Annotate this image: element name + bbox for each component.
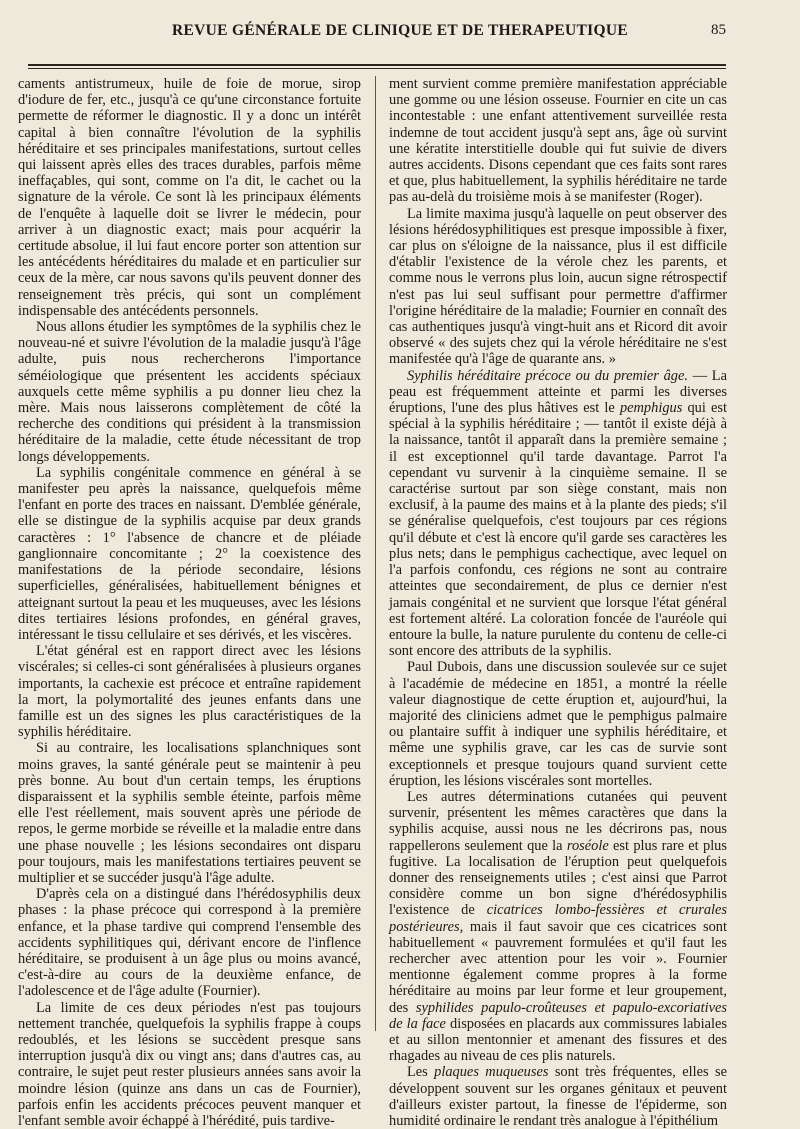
italic-term: syphilides papulo-croûteuses et papulo-excoriatives de la face [389, 999, 727, 1032]
page-header [0, 18, 800, 48]
text-run: La peau est fréquemment atteinte et parmi les diverses éruptions, l'une des plus hâtives est le [389, 367, 727, 417]
paragraph: Si au contraire, les localisations splanchniques sont moins graves, la santé générale peut se maintenir à peu près bonne. Au bout d'un certain temps, les éruptions disparaissent et la syphilis semble éteinte, parfois même elle l'est réellement, mais souvent après une période de repos, le germe morbide se réveille et la maladie entre dans une phase nouvelle ; les lésions secondaires ont disparu pour toujours, mais les manifestations tertiaires peuvent se multiplier et se succéder jusqu'à l'âge adulte. [18, 740, 361, 886]
text-run: Les autres déterminations cutanées qui peuvent survenir, présentent les mêmes caractères que dans la syphilis acquise, aussi nous ne les décrirons pas, nous rappellerons seulement que la [389, 788, 727, 854]
italic-term: plaques muqueuses [434, 1064, 549, 1081]
header-rule [28, 64, 726, 66]
paragraph [389, 1064, 727, 1129]
paragraph: caments antistrumeux, huile de foie de morue, sirop d'iodure de fer, etc., jusqu'à ce qu'une circonstance fortuite permette de réformer le diagnostic. Il y a donc un intérêt capital à bien connaître l'évolution de la syphilis héréditaire et ses principales manifestations, surtout celles qui laissent après elles des traces durables, parfois même ineffaçables, qui sont, comme on l'a dit, le cachet ou la signature de la vérole. Ce sont là les principaux éléments de l'enquête à laquelle doit se livrer le médecin, pour arriver à un diagnostic exact; mais pour acquérir la certitude absolue, il lui faut encore porter son attention sur les antécédents héréditaires du malade et en particulier sur ceux de la mère, car nous savons qu'ils peuvent donner des renseignement très précis, qui sont un complément indispensable des antécédents personnels. [18, 76, 361, 319]
running-title: REVUE GÉNÉRALE DE CLINIQUE ET DE THERAPEUTIQUE [172, 22, 628, 39]
paragraph: La limite maxima jusqu'à laquelle on peut observer des lésions hérédosyphilitiques est presque impossible à fixer, car plus on s'éloigne de la naissance, plus il est difficile d'établir l'existence de la vérole chez les parents, et comme nous le verrons plus loin, aucun signe rétrospectif n'est pas lui seul suffisant pour permettre d'affirmer l'origine héréditaire de la maladie; Fournier en connaît des cas authentiques jusqu'à vingt-huit ans et Ricord dit avoir observé « des sujets chez qui la vérole héréditaire ne s'est manifestée qu'à l'âge de quarante ans. » [389, 205, 727, 368]
text-run: est plus rare et plus fugitive. La localisation de l'éruption peut quelquefois donner des renseignements utiles ; c'est ainsi que Parrot considère comme un bon signe d'hérédosyphilis l'existence de [389, 837, 727, 919]
paragraph: Paul Dubois, dans une discussion soulevée sur ce sujet à l'académie de médecine en 1851, a montré la réelle valeur diagnostique de cette éruption et, aujourd'hui, la majorité des cliniciens admet que le pemphigus palmaire ou plantaire suffit à indiquer une syphilis héréditaire, et même une syphilis grave, car les cas de survie sont exceptionnels et presque toujours quand survient cette éruption, les lésions viscérales sont mortelles. [389, 659, 727, 789]
paragraph: La limite de ces deux périodes n'est pas toujours nettement tranchée, quelquefois la syphilis frappe à coups redoublés, et les lésions se succèdent presque sans interruption jusqu'à dix ou vingt ans; dans d'autres cas, au contraire, le sujet peut rester plusieurs années sans avoir la moindre lésion (quinze ans dans un cas de Fournier), parfois enfin les accidents précoces peuvent manquer et l'enfant semble avoir échappé à l'hérédité, puis tardive- [18, 999, 361, 1129]
italic-term: roséole [566, 837, 609, 854]
italic-term: pemphigus [619, 400, 683, 417]
paragraph [389, 368, 727, 660]
left-column [18, 76, 361, 1129]
paragraph: La syphilis congénitale commence en général à se manifester peu après la naissance, quelquefois même l'enfant en porte des traces en naissant. D'emblée générale, elle se distingue de la syphilis acquise par deux grands caractères : 1° l'absence de chancre et de pléiade ganglionnaire concomitante ; 2° la coexistence des manifestations de la période secondaire, lésions superficielles, généralisées, habituellement bénignes et atteignant surtout la peau et les muqueuses, avec les lésions dites tertiaires lésions profondes, en général graves, intéressant le tissu cellulaire et ses dérivés, et les viscères. [18, 464, 361, 643]
paragraph: Nous allons étudier les symptômes de la syphilis chez le nouveau-né et suivre l'évolution de la maladie jusqu'à l'âge adulte, puis nous rechercherons l'importance séméiologique que présentent les accidents spéciaux auxquels cette même syphilis a pu donner lieu chez la mère. Mais nous laisserons complètement de côté la recherche des conditions qui président à la transmission héréditaire de la maladie, cette étude nécessitant de trop longs développements. [18, 319, 361, 465]
italic-term: cicatrices lombo-fessières et crurales postérieures, [389, 902, 727, 935]
text-run: Les [407, 1064, 435, 1081]
text-run: mais il faut savoir que ces cicatrices sont habituellement « pauvrement formulées et qu'il faut les rechercher avec attention pour les voir ». Fournier mentionne également comme propres à la forme héréditaire au moins par leur forme et leur groupement, des [389, 918, 727, 1016]
text-run: qui est spécial à la syphilis héréditaire ; — tantôt il existe déjà à la naissance, tantôt il apparaît dans la première semaine ; il est exceptionnel qu'il tarde davantage. Parrot l'a cependant vu survenir à la cinquième semaine. Il se caractérise surtout par son siège constant, mais non exclusif, à la paume des mains et à la plante des pieds; s'il se généralise quelquefois, c'est toujours par ces régions qu'il débute et c'est là encore qu'il garde ses caractères les plus nets; dans le pemphigus cachectique, avec lequel on l'a parfois confondu, ces régions ne sont au contraire atteintes que secondairement, de plus ce dernier n'est jamais congénital et ne survient que lorsque l'état général est fortement altéré. La coloration foncée de l'auréole qui entoure la bulle, la nature purulente du contenu de celle-ci sont encore des attributs de la syphilis. [389, 400, 728, 660]
column-divider [375, 76, 376, 1031]
text-run: — [687, 367, 708, 384]
page-number: 85 [711, 22, 726, 38]
paragraph [389, 789, 727, 1064]
right-column [389, 76, 728, 1129]
paragraph: D'après cela on a distingué dans l'hérédosyphilis deux phases : la phase précoce qui correspond à la première enfance, et la phase tardive qui comprend l'ensemble des accidents syphilitiques qui, dérivant encore de l'inflence héréditaire, se produisent à un âge plus ou moins avancé, c'est-à-dire au cours de la deuxième enfance, de l'adolescence et de l'âge adulte (Fournier). [18, 886, 361, 1000]
text-run: disposées en placards aux commissures labiales et au sillon mentonnier et amenant des fissures et des rhagades au niveau de ces plis naturels. [389, 1015, 727, 1065]
text-run: sont très fréquentes, elles se développent souvent sur les organes génitaux et peuvent d'ailleurs exister partout, la finesse de l'épiderme, son humidité ordinaire le rendant très analogue à l'épithélium [389, 1064, 727, 1129]
header-rule-thin [28, 68, 726, 69]
section-heading: Syphilis héréditaire précoce ou du premier âge. [407, 367, 688, 384]
paragraph: L'état général est en rapport direct avec les lésions viscérales; si celles-ci sont généralisées à plusieurs organes importants, la cachexie est précoce et entraîne rapidement la mort, la polymortalité des jeunes enfants dans une famille est un des signes les plus caractéristiques de la syphilis héréditaire. [18, 643, 361, 741]
paragraph: ment survient comme première manifestation appréciable une gomme ou une lésion osseuse. Fournier en cite un cas incontestable : une enfant attentivement surveillée resta indemne de tout accident jusqu'à sept ans, âge où survint une kératite interstitielle double qui fut suivie de divers autres accidents. Disons cependant que ces faits sont rares et que, plus habituellement, la syphilis héréditaire ne tarde pas au-delà du troisième mois à se manifester (Roger). [389, 76, 727, 206]
